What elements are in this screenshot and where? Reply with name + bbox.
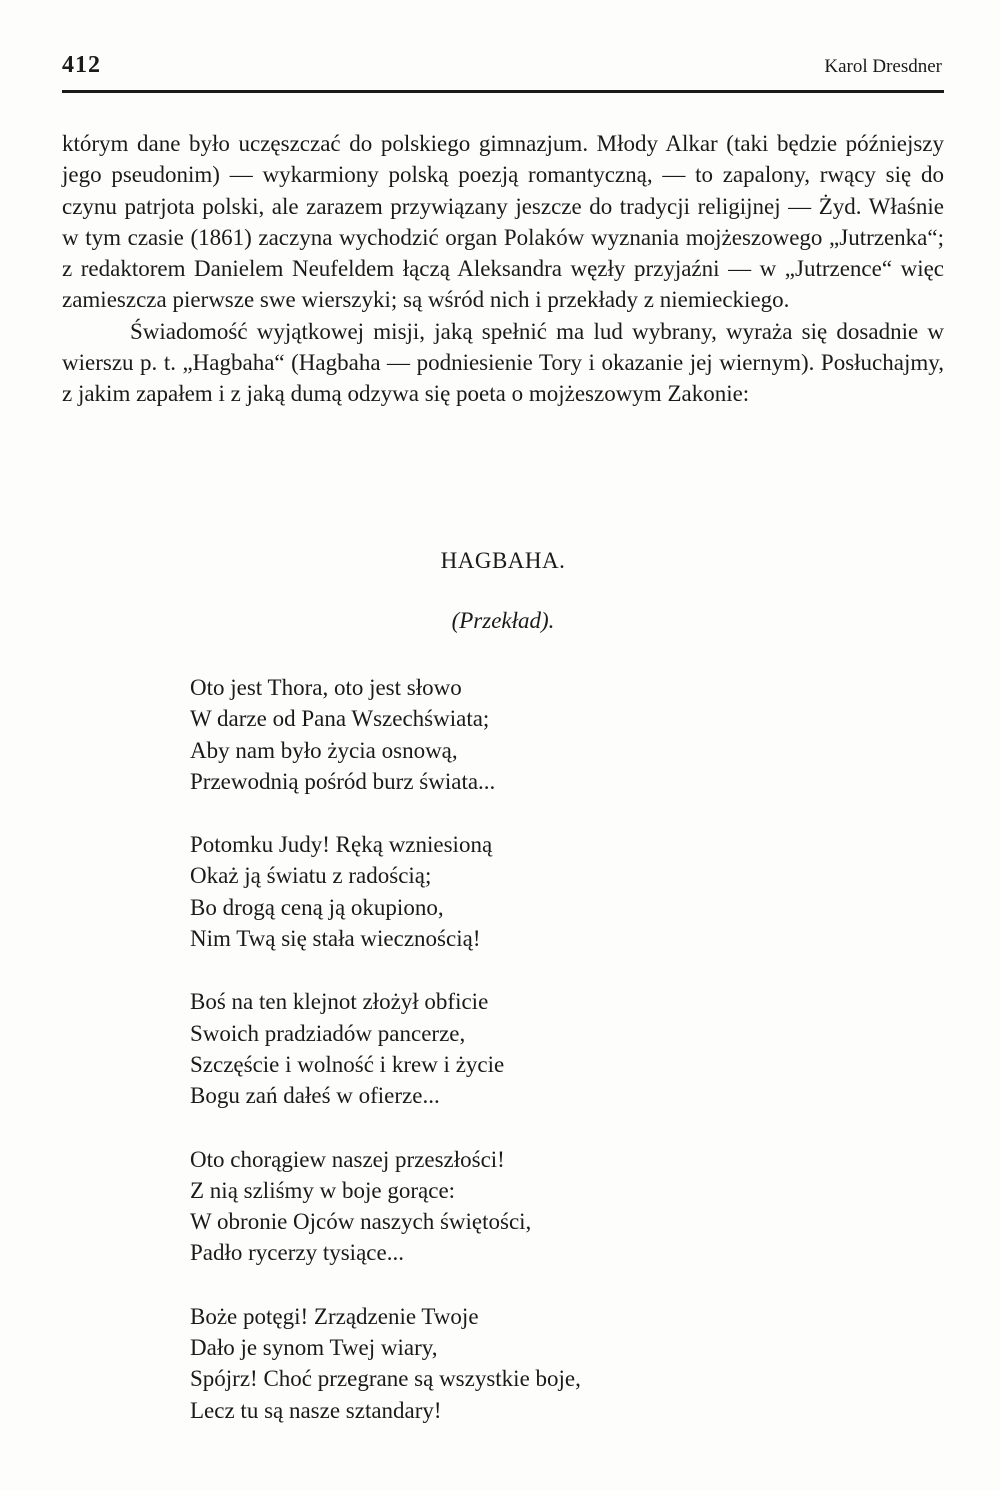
verse-line: Oto chorągiew naszej przeszłości! [190, 1146, 505, 1172]
page-header [62, 52, 942, 82]
stanza [190, 986, 890, 1111]
verse-line: W darze od Pana Wszechświata; [190, 706, 490, 732]
running-head-author: Karol Dresdner [824, 56, 942, 77]
body-text [62, 128, 944, 410]
verse-line: Potomku Judy! Ręką wzniesioną [190, 832, 493, 858]
poem [190, 672, 890, 1426]
stanza [190, 829, 890, 954]
verse-line: Oto jest Thora, oto jest słowo [190, 675, 462, 700]
verse-line: Boże potęgi! Zrządzenie Twoje [190, 1303, 479, 1329]
verse-line: Bogu zań dałeś w ofierze... [190, 1083, 440, 1109]
verse-line: Bo drogą ceną ją okupiono, [190, 894, 444, 920]
verse-line: Padło rycerzy tysiące... [190, 1240, 404, 1266]
page-number: 412 [62, 52, 101, 78]
header-rule [62, 90, 944, 93]
verse-line: Spójrz! Choć przegrane są wszystkie boje, [190, 1366, 581, 1392]
verse-line: Swoich pradziadów pancerze, [190, 1020, 466, 1046]
paragraph: Świadomość wyjątkowej misji, jaką spełnić ma lud wybrany, wyraża się dosadnie w wierszu p. t. „Hagbaha“ (Hagbaha — podniesienie Tory i okazanie jej wiernym). Posłuchajmy, z jakim zapałem i z jaką dumą odzywa się poeta o mojżeszowym Zakonie: [62, 318, 944, 407]
verse-line: Szczęście i wolność i krew i życie [190, 1051, 505, 1077]
poem-title: HAGBAHA. [440, 548, 566, 573]
stanza [190, 1144, 890, 1269]
paragraph: którym dane było uczęszczać do polskiego gimnazjum. Młody Alkar (taki będzie późniejszy jego pseudonim) — wykarmiony polską poezją romantyczną, — to zapalony, rwący się do czynu patrjota polski, ale zarazem przywiązany jeszcze do tradycji religijnej — Żyd. Właśnie w tym czasie (1861) zaczyna wychodzić organ Polaków wyznania mojżeszowego „Jutrzenka“; z redaktorem Danielem Neufeldem łączą Aleksandra węzły przyjaźni — w „Jutrzence“ więc zamieszcza pierwsze swe wierszyki; są wśród nich i przekłady z niemieckiego. [62, 131, 944, 313]
verse-line: Przewodnią pośród burz świata... [190, 768, 496, 794]
verse-line: W obronie Ojców naszych świętości, [190, 1209, 532, 1235]
poem-subtitle: (Przekład). [451, 608, 555, 633]
verse-line: Dało je synom Twej wiary, [190, 1335, 438, 1361]
verse-line: Nim Twą się stała wiecznością! [190, 926, 481, 952]
verse-line: Aby nam było życia osnową, [190, 737, 458, 763]
verse-line: Lecz tu są nasze sztandary! [190, 1397, 442, 1423]
stanza [190, 672, 890, 797]
verse-line: Z nią szliśmy w boje gorące: [190, 1177, 456, 1203]
stanza [190, 1301, 890, 1426]
verse-line: Okaż ją światu z radością; [190, 863, 432, 889]
verse-line: Boś na ten klejnot złożył obficie [190, 989, 489, 1015]
